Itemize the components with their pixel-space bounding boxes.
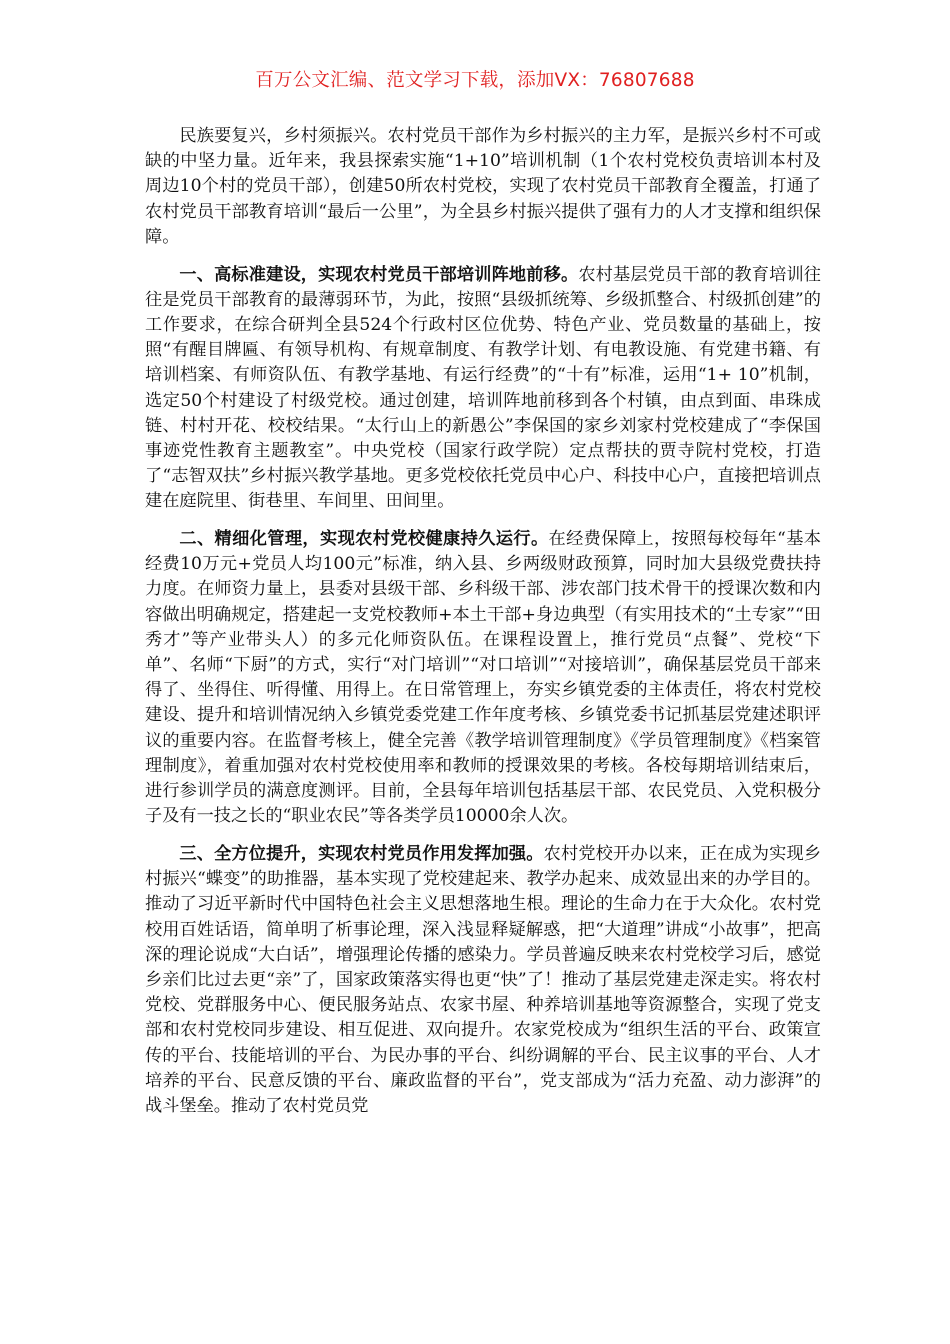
section-3-heading: 三、全方位提升，实现农村党员作用发挥加强。 (179, 843, 544, 864)
section-2-body: 在经费保障上，按照每校每年“基本经费10万元+党员人均100元”标准，纳入县、乡两级财政预算，同时加大县级党费扶持力度。在师资力量上，县委对县级干部、乡科级干部、涉农部门技术骨干的授课次数和内容做出明确规定，搭建起一支党校教师+本土干部+身边典型（有实用技术的“土专家”“田秀才”等产业带头人）的多元化师资队伍。在课程设置上，推行党员“点餐”、党校“下单”、名师“下厨”的方式，实行“对门培训”“对口培训”“对接培训”，确保基层党员干部来得了、坐得住、听得懂、用得上。在日常管理上，夯实乡镇党委的主体责任，将农村党校建设、提升和培训情况纳入乡镇党委党建工作年度考核、乡镇党委书记抓基层党建述职评议的重要内容。在监督考核上，健全完善《教学培训管理制度》《学员管理制度》《档案管理制度》，着重加强对农村党校使用率和教师的授课效果的考核。各校每期培训结束后，进行参训学员的满意度测评。目前，全县每年培训包括基层干部、农民党员、入党积极分子及有一技之长的“职业农民”等各类学员10000余人次。 (145, 529, 821, 827)
section-3-paragraph (145, 842, 821, 1119)
section-2-paragraph (145, 527, 821, 829)
section-3-body: 农村党校开办以来，正在成为实现乡村振兴“蝶变”的助推器，基本实现了党校建起来、教学办起来、成效显出来的办学目的。推动了习近平新时代中国特色社会主义思想落地生根。理论的生命力在于大众化。农村党校用百姓话语，简单明了析事论理，深入浅显释疑解惑，把“大道理”讲成“小故事”，把高深的理论说成“大白话”，增强理论传播的感染力。学员普遍反映来农村党校学习后，感觉乡亲们比过去更“亲”了，国家政策落实得也更“快”了！推动了基层党建走深走实。将农村党校、党群服务中心、便民服务站点、农家书屋、种养培训基地等资源整合，实现了党支部和农村党校同步建设、相互促进、双向提升。农家党校成为“组织生活的平台、政策宣传的平台、技能培训的平台、为民办事的平台、纠纷调解的平台、民主议事的平台、人才培养的平台、民意反馈的平台、廉政监督的平台”，党支部成为“活力充盈、动力澎湃”的战斗堡垒。推动了农村党员党 (145, 843, 821, 1117)
section-1-paragraph (145, 263, 821, 515)
section-2-heading: 二、精细化管理，实现农村党校健康持久运行。 (179, 529, 549, 550)
intro-paragraph: 民族要复兴，乡村须振兴。农村党员干部作为乡村振兴的主力军，是振兴乡村不可或缺的中坚力量。近年来，我县探索实施“1+10”培训机制（1个农村党校负责培训本村及周边10个村的党员干部），创建50所农村党校，实现了农村党员干部教育全覆盖，打通了农村党员干部教育培训“最后一公里”，为全县乡村振兴提供了强有力的人才支撑和组织保障。 (145, 126, 821, 247)
document-body (145, 124, 821, 1132)
header-banner: 百万公文汇编、范文学习下载，添加VX：76807688 (255, 70, 695, 91)
section-1-body: 农村基层党员干部的教育培训往往是党员干部教育的最薄弱环节，为此，按照“县级抓统筹、乡级抓整合、村级抓创建”的工作要求，在综合研判全县524个行政村区位优势、特色产业、党员数量的基础上，按照“有醒目牌匾、有领导机构、有规章制度、有教学计划、有电教设施、有党建书籍、有培训档案、有师资队伍、有教学基地、有运行经费”的“十有”标准，运用“1+ 10”机制，选定50个村建设了村级党校。通过创建，培训阵地前移到各个村镇，由点到面、串珠成链、村村开花、校校结果。“太行山上的新愚公”李保国的家乡刘家村党校建成了“李保国事迹党性教育主题教室”。中央党校（国家行政学院）定点帮扶的贾寺院村党校，打造了“志智双扶”乡村振兴教学基地。更多党校依托党员中心户、科技中心户，直接把培训点建在庭院里、街巷里、车间里、田间里。 (145, 264, 821, 512)
section-1-heading: 一、高标准建设，实现农村党员干部培训阵地前移。 (179, 264, 579, 285)
